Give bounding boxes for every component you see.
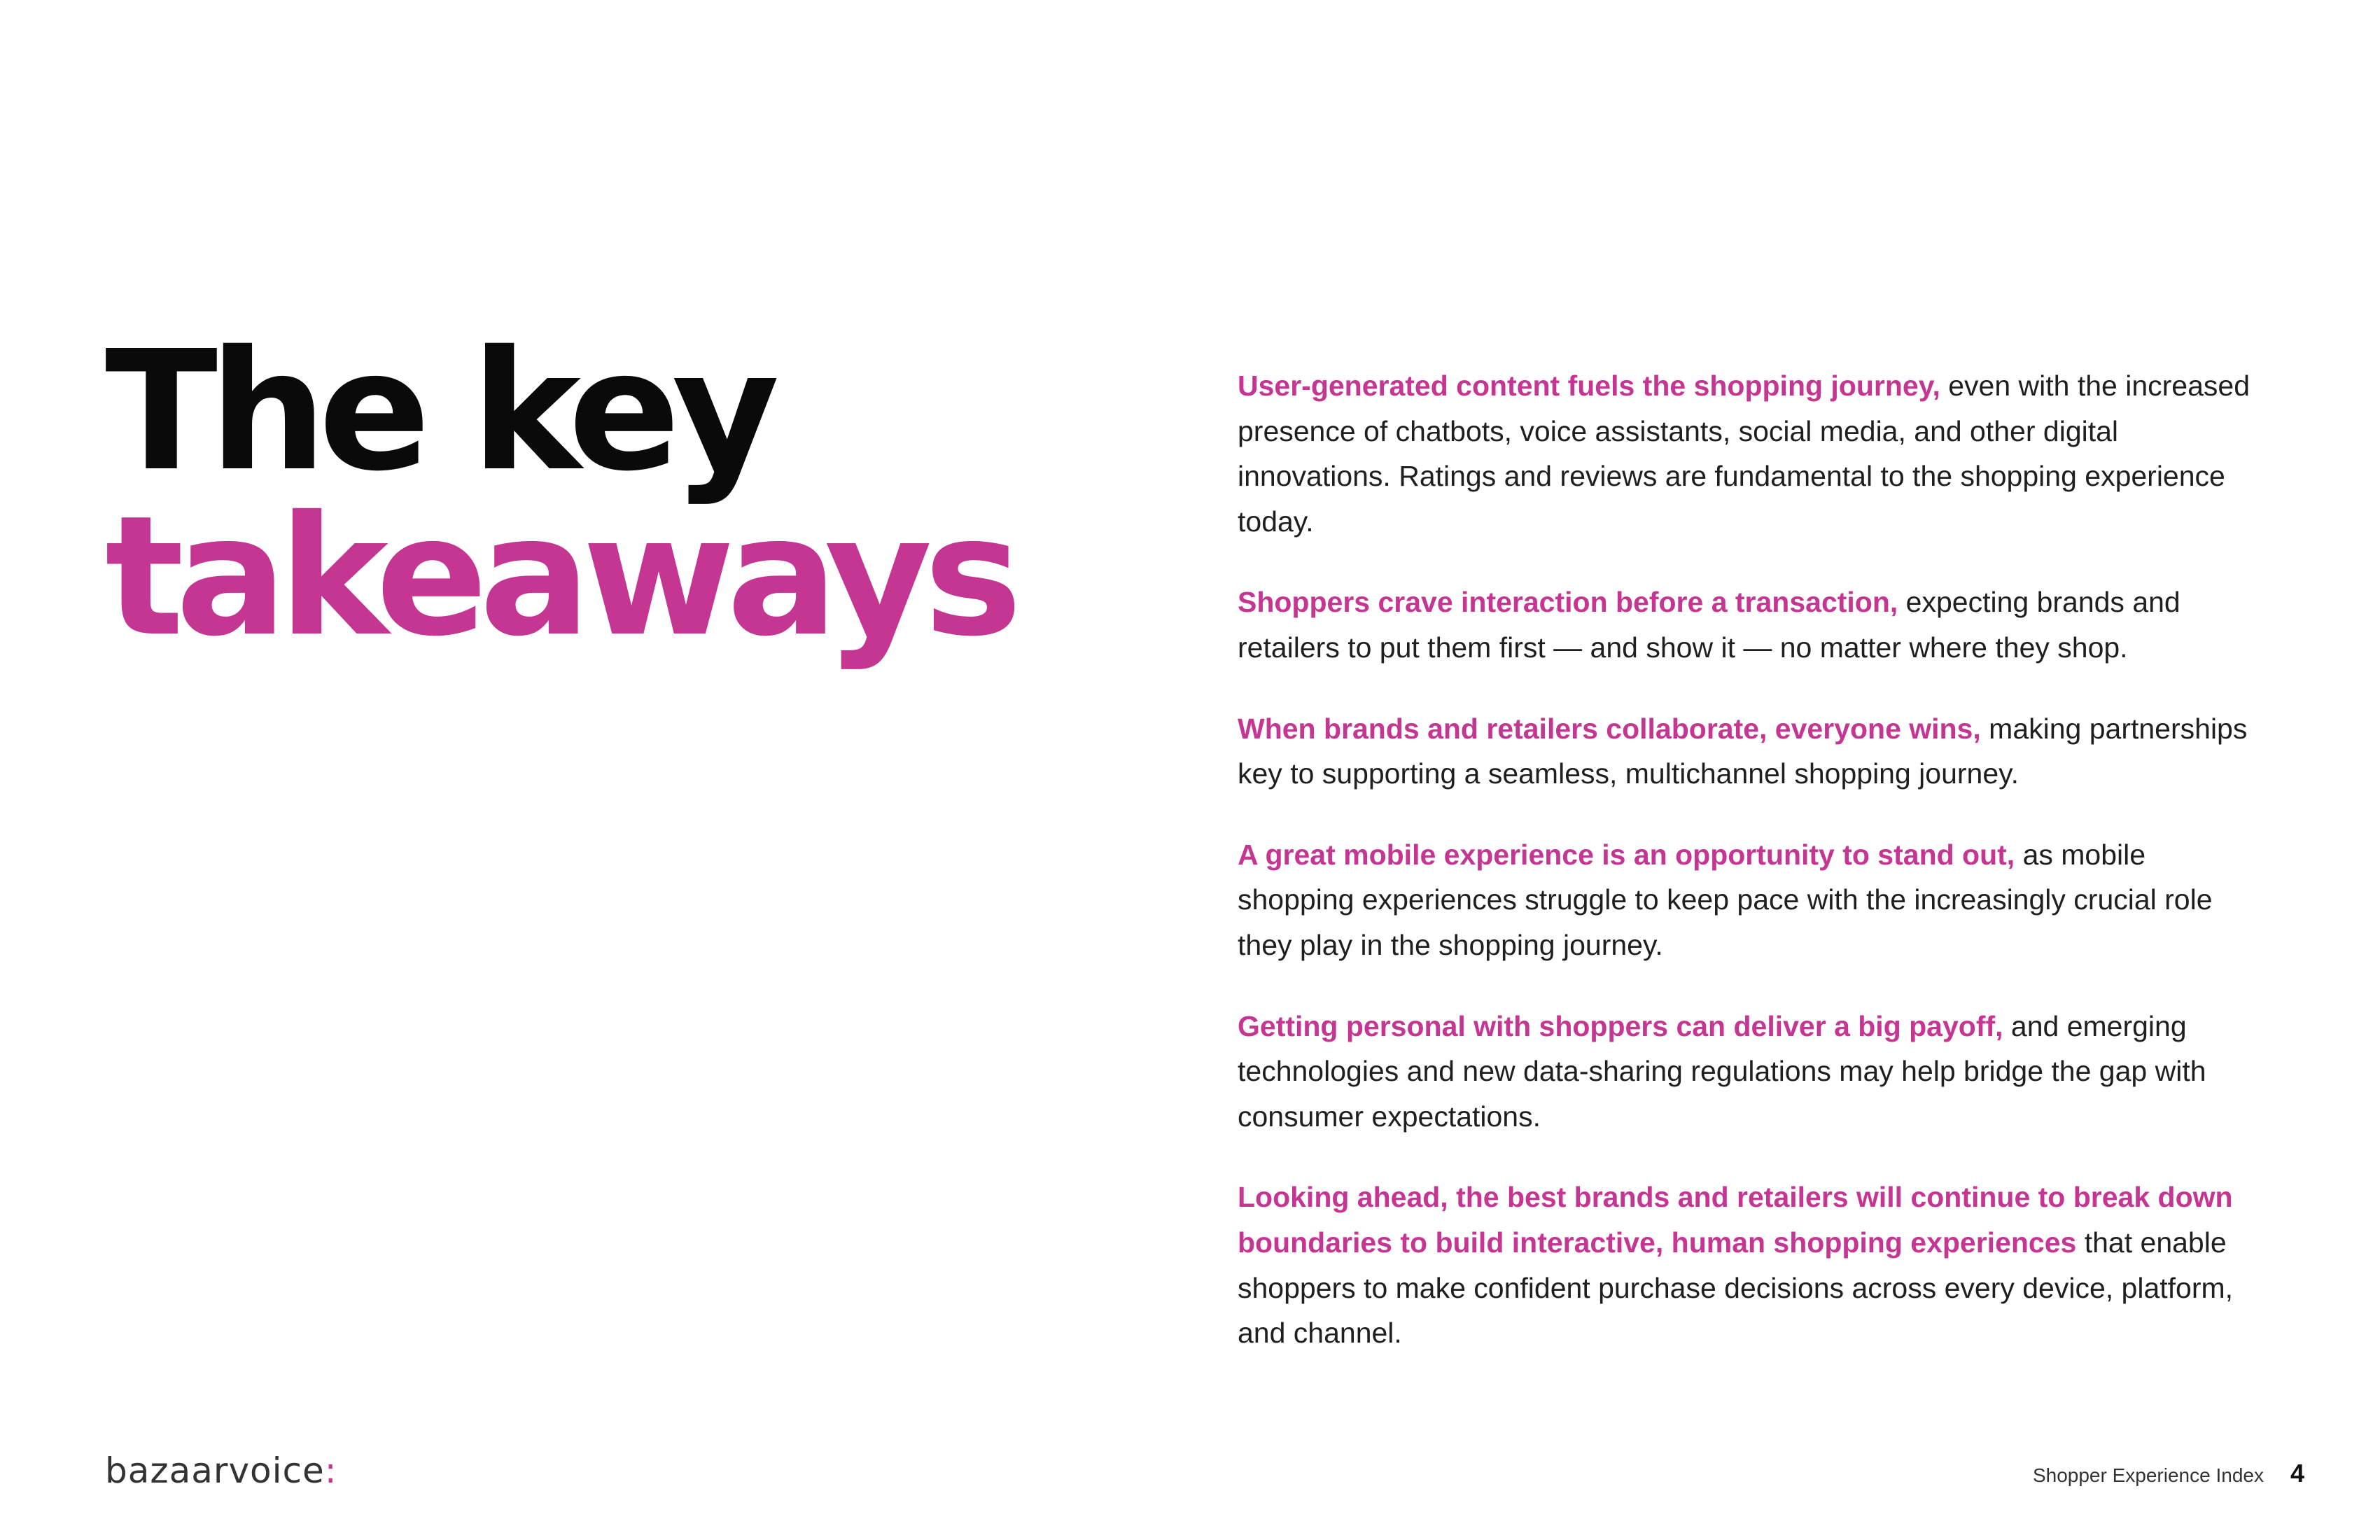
takeaway-item: [1238, 1175, 2267, 1355]
headline-line-1: The key: [105, 315, 771, 507]
takeaway-body: making partnerships key to supporting a seamless, multichannel shopping journey.: [1238, 712, 2248, 790]
takeaway-lead: When brands and retailers collaborate, everyone wins,: [1238, 712, 1981, 745]
page-number: 4: [2290, 1459, 2304, 1488]
takeaway-lead: Shoppers crave interaction before a transaction,: [1238, 586, 1898, 619]
takeaway-lead: Looking ahead, the best brands and retailers will continue to break down boundaries to build interactive, human shopping experiences: [1238, 1181, 2233, 1259]
takeaway-item: [1238, 1004, 2267, 1140]
takeaway-item: [1238, 706, 2267, 797]
takeaway-lead: Getting personal with shoppers can deliver a big payoff,: [1238, 1009, 2003, 1042]
takeaway-item: [1238, 363, 2267, 544]
page-footer: [2033, 1459, 2304, 1488]
headline-line-2: takeaways: [105, 480, 1014, 673]
logo-wordmark: bazaarvoice: [105, 1450, 325, 1491]
logo-colon-mark: :: [324, 1450, 337, 1491]
takeaway-item: [1238, 832, 2267, 968]
takeaway-body: expecting brands and retailers to put them first — and show it — no matter where they shop.: [1238, 586, 2180, 664]
takeaway-body: and emerging technologies and new data-sharing regulations may help bridge the gap with consumer expectations.: [1238, 1009, 2206, 1133]
takeaway-body: even with the increased presence of chatbots, voice assistants, social media, and other digital innovations. Ratings and reviews are fundamental to the shopping experience today.: [1238, 370, 2250, 538]
takeaway-lead: User-generated content fuels the shopping journey,: [1238, 370, 1940, 402]
publication-title: Shopper Experience Index: [2032, 1464, 2264, 1486]
bazaarvoice-logo: [105, 1450, 337, 1491]
takeaway-lead: A great mobile experience is an opportunity to stand out,: [1238, 838, 2015, 871]
page-headline: [105, 315, 1014, 673]
takeaway-body: as mobile shopping experiences struggle to keep pace with the increasingly crucial role they play in the shopping journey.: [1238, 838, 2213, 961]
takeaways-list: [1238, 335, 2267, 1392]
takeaway-item: [1238, 580, 2267, 670]
takeaway-body: that enable shoppers to make confident purchase decisions across every device, platform, and channel.: [1238, 1226, 2234, 1350]
